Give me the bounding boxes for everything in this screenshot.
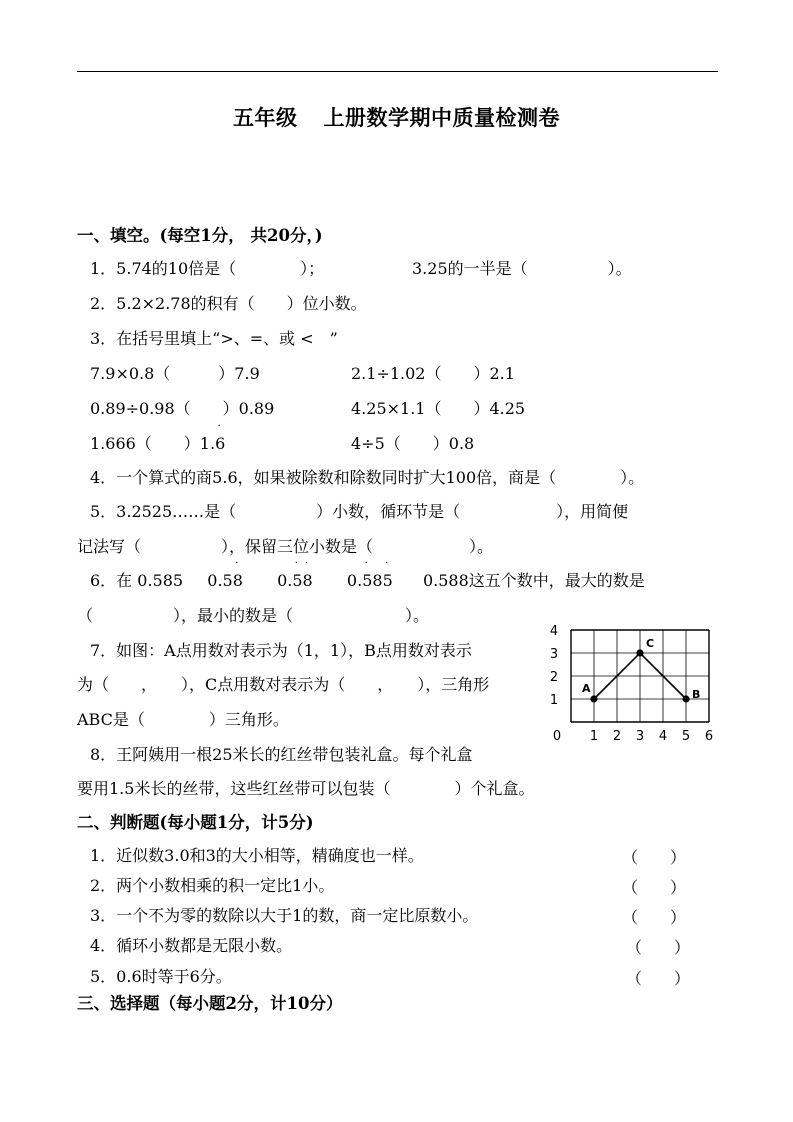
- point-c: [636, 649, 643, 656]
- compare-3a: [90, 423, 226, 455]
- x-tick-label: 5: [681, 729, 691, 744]
- q8-line-2: 要用1.5米长的丝带，这些红丝带可以包装（ ）个礼盒。: [77, 779, 535, 798]
- judge-item-3: 3．一个不为零的数除以大于1的数，商一定比原数小。: [90, 906, 479, 925]
- repeating-digit-value: 6: [215, 434, 226, 453]
- point-b: [682, 695, 689, 702]
- point-label-b: B: [692, 688, 701, 701]
- coordinate-grid-figure: [548, 624, 720, 746]
- q6-tail: 0.588这五个数中，最大的数是: [422, 571, 645, 590]
- q7-line-1: 7．如图：A点用数对表示为（1，1），B点用数对表示: [90, 641, 472, 660]
- judge-item-2: 2．两个小数相乘的积一定比1小。: [90, 876, 335, 895]
- x-tick-label: 4: [658, 729, 668, 744]
- q7-line-2: 为（ ， ），C点用数对表示为（ ， ），三角形: [77, 675, 490, 694]
- judge-item-4: 4．循环小数都是无限小数。: [90, 936, 293, 955]
- judge-answer-5[interactable]: （ ）: [626, 969, 691, 988]
- compare-3b: 4÷5（ ）0.8: [351, 434, 475, 453]
- header-rule: [77, 71, 718, 72]
- page-title: [0, 102, 793, 132]
- q6-number-3: 0. ˙ 5 ˙ 8: [277, 560, 313, 590]
- section-2-heading: 二、判断题(每小题1分，计5分): [77, 813, 314, 832]
- title-grade: 五年级: [233, 105, 298, 130]
- q5-line-2: 记法写（ ），保留三位小数是（ ）。: [77, 537, 494, 556]
- x-tick-label: 6: [704, 729, 714, 744]
- x-tick-label: 1: [589, 729, 599, 744]
- x-tick-label: 0: [552, 729, 562, 744]
- grid-lines: [571, 630, 709, 722]
- q8-line-1: 8．王阿姨用一根25米长的红丝带包装礼盒。每个礼盒: [90, 745, 473, 764]
- compare-1b: 2.1÷1.02（ ）2.1: [351, 364, 515, 383]
- point-label-a: A: [582, 682, 591, 695]
- y-tick-label: 1: [549, 693, 559, 708]
- q2-text: 2．5.2×2.78的积有（ ）位小数。: [90, 294, 367, 313]
- title-name: 上册数学期中质量检测卷: [323, 105, 560, 130]
- q1-part-b: 3.25的一半是（ ）。: [412, 259, 632, 278]
- q4-text: 4．一个算式的商5.6，如果被除数和除数同时扩大100倍，商是（ ）。: [90, 468, 645, 487]
- judge-item-1: 1．近似数3.0和3的大小相等，精确度也一样。: [90, 846, 424, 865]
- repeating-digit: ˙ 6: [215, 423, 226, 453]
- q6-number-4: 0. ˙ 58 ˙ 5: [346, 560, 393, 590]
- q7-line-3: ABC是（ ）三角形。: [77, 710, 289, 729]
- y-tick-label: 4: [549, 624, 559, 639]
- x-tick-label: 3: [635, 729, 645, 744]
- section-3-heading: 三、选择题（每小题2分，计10分）: [77, 994, 343, 1013]
- q1-part-a: 1．5.74的10倍是（ ）；: [90, 259, 325, 278]
- y-tick-label: 3: [549, 647, 559, 662]
- compare-3a-text: 1.666（ ）1.: [90, 434, 216, 453]
- section-1-heading: 一、填空。(每空1分， 共20分，): [77, 226, 323, 245]
- q5-line-1: 5．3.2525……是（ ）小数，循环节是（ ），用简便: [90, 502, 629, 521]
- q3-text: 3．在括号里填上“>、=、或 < ”: [90, 329, 338, 348]
- compare-2a: 0.89÷0.98（ ）0.89: [90, 399, 275, 418]
- judge-item-5: 5．0.6时等于6分。: [90, 967, 232, 986]
- point-label-c: C: [646, 637, 655, 650]
- q6-number-2: 0.5 ˙ 8: [207, 560, 243, 590]
- grid-axis-labels: [550, 624, 713, 744]
- q6-line-1: [90, 560, 645, 592]
- y-tick-label: 2: [549, 670, 559, 685]
- compare-1a: 7.9×0.8（ ）7.9: [90, 364, 260, 383]
- x-tick-label: 2: [612, 729, 622, 744]
- judge-answer-3[interactable]: （ ）: [622, 908, 687, 927]
- compare-2b: 4.25×1.1（ ）4.25: [351, 399, 526, 418]
- judge-answer-4[interactable]: （ ）: [626, 938, 691, 957]
- judge-answer-1[interactable]: （ ）: [622, 848, 687, 867]
- q6-line-2: （ ），最小的数是（ ）。: [77, 606, 430, 625]
- judge-answer-2[interactable]: （ ）: [622, 878, 687, 897]
- q6-lead: 6．在 0.585: [90, 571, 184, 590]
- point-a: [590, 695, 597, 702]
